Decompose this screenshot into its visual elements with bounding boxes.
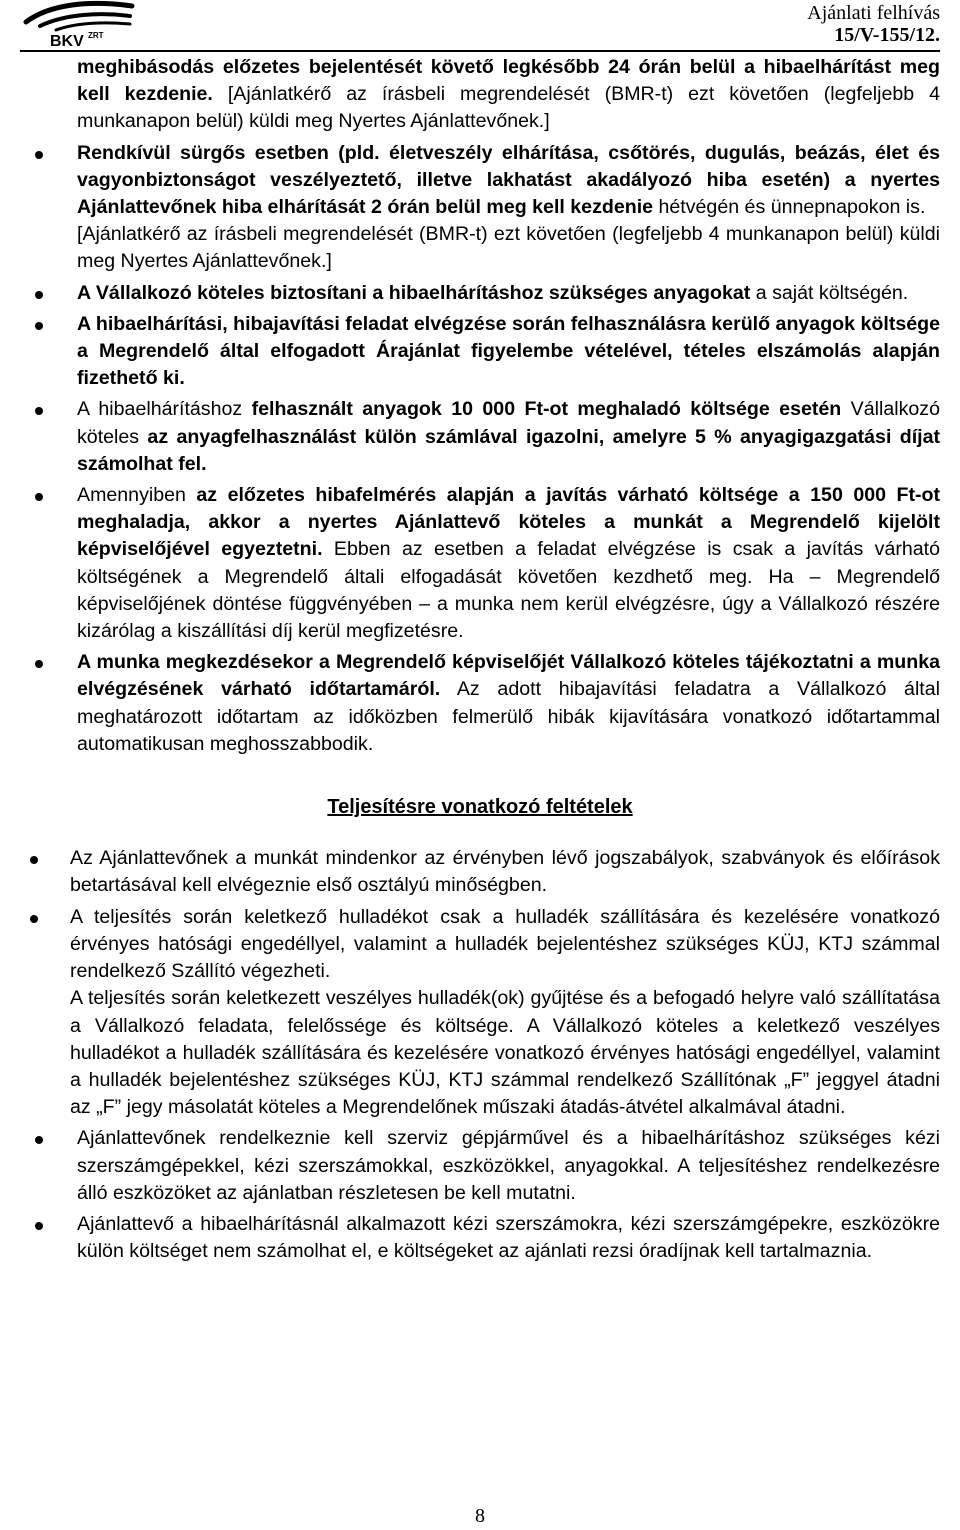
item-bold: A hibaelhárítási, hibajavítási feladat elvégzése során felhasználásra kerülő anyagok költsége a Megrendelő által elfogadott Árajánlat figyelembe vételével, tételes elszámolás alapján fizethető ki. (77, 312, 940, 390)
list-item (0, 311, 960, 393)
list-item-continued (0, 54, 960, 136)
list-item (0, 280, 960, 307)
item-text: hétvégén és ünnepnapokon is. (653, 196, 926, 219)
item-text: Ajánlattevő a hibaelhárításnál alkalmazott kézi szerszámokra, kézi szerszámgépekre, eszközökre külön költséget nem számolhat el, e költségeket az ajánlati rezsi óradíjnak kell tartalmaznia. (77, 1212, 940, 1263)
list-item (0, 649, 960, 758)
item-text: Az adott hibajavítási feladatra a Vállalkozó által meghatározott időtartam az időközben felmerülő hibák kijavítására vonatkozó időtartammal automatikusan meghosszabbodik. (77, 678, 941, 755)
item-text: Az Ajánlattevőnek a munkát mindenkor az érvényben lévő jogszabályok, szabványok és előírások betartásával kell elvégeznie első osztályú minőségben. (70, 847, 940, 897)
document-reference (807, 2, 940, 46)
bullet-icon (35, 493, 43, 501)
bullet-icon (35, 322, 43, 330)
bkv-logo (20, 0, 145, 50)
item-bold: az anyagfelhasználást külön számlával igazolni, amelyre 5 % anyagigazgatási díjat számolhat fel. (77, 425, 941, 475)
bullet-icon (35, 660, 43, 668)
item-text: A hibaelhárításhoz (77, 398, 252, 421)
bullet-icon (35, 151, 43, 159)
bullet-icon (35, 407, 43, 415)
item-bold: A munka megkezdésekor a Megrendelő képviselőjét Vállalkozó köteles tájékoztatni a munka elvégzésének várható időtartamáról. (77, 651, 940, 701)
page-header (0, 0, 960, 52)
item-bold: felhasznált anyagok 10 000 Ft-ot meghaladó költsége esetén (251, 398, 842, 421)
logo-sup: ZRT (88, 31, 104, 40)
list-item (0, 845, 960, 899)
list-item (0, 482, 960, 645)
list-item (0, 1211, 960, 1265)
item-text: Ebben az esetben a feladat elvégzése is csak a javítás várható költségének a Megrendelő általi elfogadását követően kezdhető meg. Ha – Megrendelő képviselőjének döntése függvényében – a munka nem kerül elvégzésre, úgy a Vállalkozó részére kizárólag a kiszállítási díj kerül megfizetésre. (77, 538, 941, 643)
bullet-icon (35, 1222, 43, 1230)
item-text: A teljesítés során keletkező hulladékot csak a hulladék szállítására és kezelésére vonatkozó érvényes hatósági engedéllyel, valamint a hulladék bejelentéshez szükséges KÜJ, KTJ számmal rendelkező Szállító végezheti. (70, 905, 940, 983)
list-item (0, 396, 960, 478)
item-note: [Ajánlatkérő az írásbeli megrendelését (BMR-t) ezt követően (legfeljebb 4 munkanapon belül) küldi meg Nyertes Ajánlattevőnek.] (77, 223, 940, 273)
item-bold: Rendkívül sürgős esetben (pld. életveszély elhárítása, csőtörés, dugulás, beázás, élet és vagyonbiztonságot veszélyeztető, illetve lakhatást akadályozó hiba esetén) a nyertes Ajánlattevőnek hiba elhárítását 2 órán belül meg kell kezdenie (77, 141, 940, 219)
bullet-icon (30, 856, 38, 864)
page-number: 8 (475, 1505, 485, 1527)
doc-label: Ajánlati felhívás (807, 2, 940, 24)
section-title: Teljesítésre vonatkozó feltételek (327, 796, 633, 819)
doc-number: 15/V-155/12. (834, 24, 940, 46)
item-text: a saját költségén. (750, 281, 909, 304)
item-text: Amennyiben (77, 484, 197, 507)
item-paragraph: A teljesítés során keletkezett veszélyes hulladék(ok) gyűjtése és a befogadó helyre való szállítatása a Vállalkozó feladata, felelőssége és költsége. A Vállalkozó köteles a keletkező veszélyes hulladékot a hulladék szállítására és kezelésére vonatkozó érvényes hatósági engedéllyel, valamint a hulladék bejelentéshez szükséges KÜJ, KTJ számmal rendelkező Szállítónak „F” jeggyel átadni az „F” jegy másolatát köteles a Megrendelőnek műszaki átadás-átvétel alkalmával átadni. (70, 987, 940, 1119)
item-text: Ajánlattevőnek rendelkeznie kell szerviz gépjárművel és a hibaelhárításhoz szükséges kézi szerszámgépekkel, kézi szerszámokkal, eszközökkel, anyagokkal. A teljesítéshez rendelkezésre álló eszközöket az ajánlatban részletesen be kell mutatni. (77, 1127, 940, 1204)
item-bold: az előzetes hibafelmérés alapján a javítás várható költsége a 150 000 Ft-ot meghaladja, akkor a nyertes Ajánlattevő köteles a munkát a Megrendelő kijelölt képviselőjével egyeztetni. (77, 484, 940, 561)
intro-text: [Ajánlatkérő az írásbeli megrendelését (BMR-t) ezt követően (legfeljebb 4 munkanapon belül) küldi meg Nyertes Ajánlattevőnek.] (77, 83, 940, 133)
bullet-icon (35, 291, 43, 299)
document-body (0, 54, 960, 1269)
item-text: Vállalkozó köteles (77, 398, 940, 448)
logo-text: BKV (50, 33, 84, 50)
bullet-icon (30, 915, 38, 923)
item-bold: A Vállalkozó köteles biztosítani a hibaelhárításhoz szükséges anyagokat (77, 281, 751, 304)
intro-bold: meghibásodás előzetes bejelentését követő legkésőbb 24 órán belül a hibaelhárítást meg kell kezdenie. (77, 56, 940, 106)
header-divider (20, 50, 940, 52)
list-item (0, 140, 960, 276)
list-item (0, 904, 960, 1122)
list-item (0, 1125, 960, 1207)
bullet-icon (35, 1136, 43, 1144)
